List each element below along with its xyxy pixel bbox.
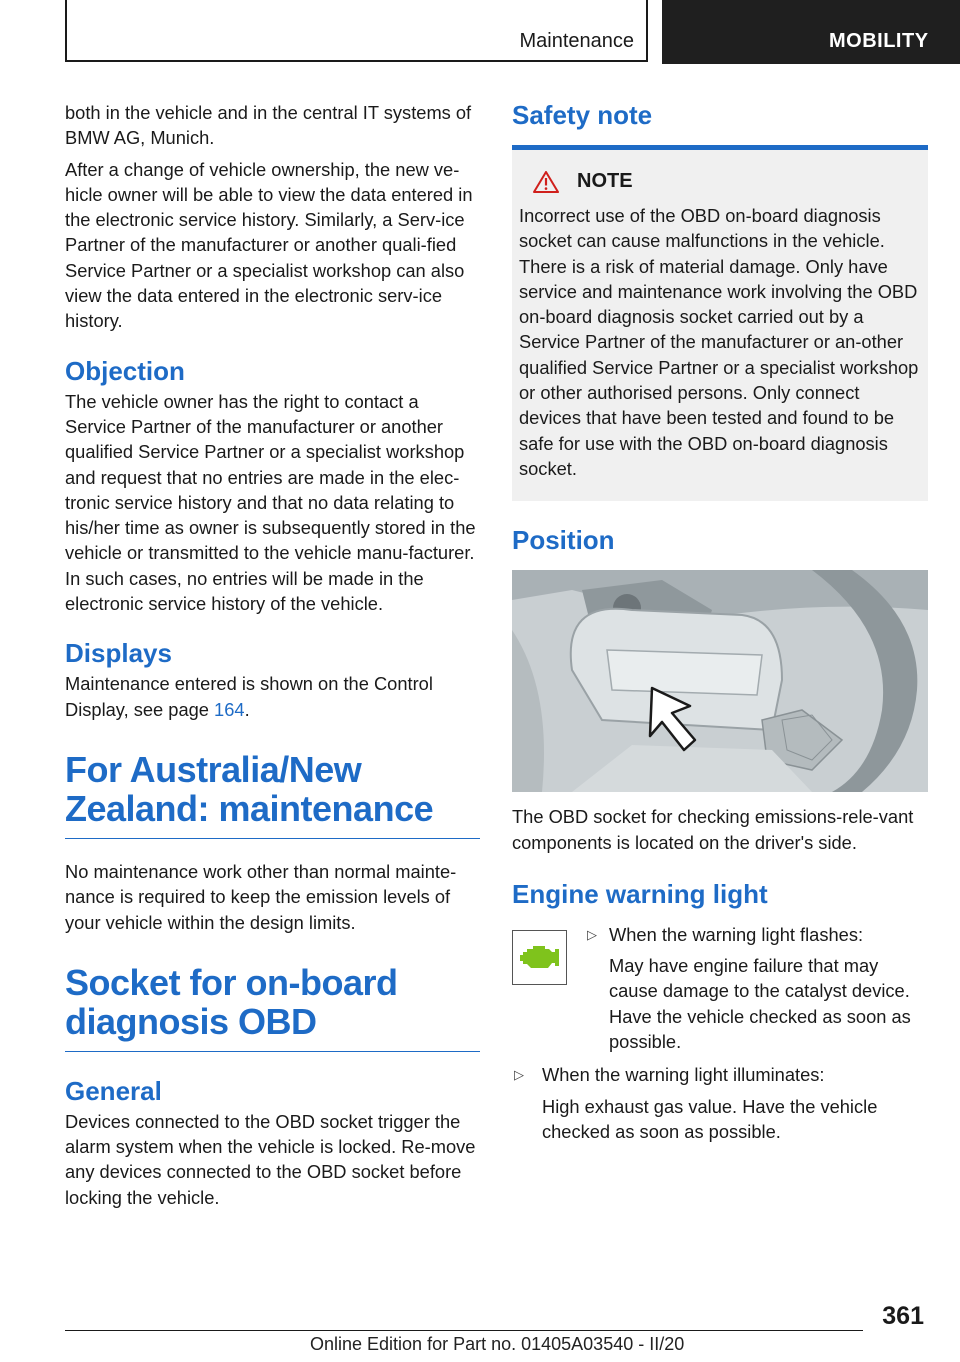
triangle-bullet-icon: ▷ (514, 1067, 524, 1083)
left-column (65, 100, 480, 1210)
general-text: Devices connected to the OBD socket trigger the alarm system when the vehicle is locked. Re-move any devices connected to the OBD socket before locking the vehicle. (65, 1110, 476, 1208)
page-link[interactable]: 164 (214, 698, 245, 720)
objection-heading: Objection (65, 355, 185, 386)
list-item-head: When the warning light illuminates: (542, 1064, 825, 1086)
obd-position-illustration (512, 570, 928, 792)
note-box (512, 145, 928, 501)
right-column (512, 100, 928, 1144)
page-number: 361 (882, 1302, 924, 1330)
footer-divider (65, 1330, 863, 1331)
section-title: Maintenance (519, 30, 634, 52)
list-item-text: High exhaust gas value. Have the vehicle checked as soon as possible. (542, 1095, 878, 1142)
engine-bullet-list (585, 922, 928, 1054)
page-header (0, 0, 960, 66)
list-item-head: When the warning light flashes: (609, 923, 864, 945)
list-item-body (609, 922, 928, 1054)
general-heading: General (65, 1075, 162, 1106)
list-item-body (536, 1062, 928, 1144)
note-header (519, 170, 920, 193)
safety-heading: Safety note (512, 100, 653, 130)
edition-footer: Online Edition for Part no. 01405A03540 - II/20 (310, 1334, 685, 1354)
objection-text: The vehicle owner has the right to contact a Service Partner of the manufacturer or another qualified Service Partner or a specialist workshop and request that no entries are made in the elec-tronic service history and that no data relating to his/her time as owner is subsequently stored in the vehicle or transmitted to the vehicle manu-facturer. In such cases, no entries will be made in the electronic service history of the vehicle. (65, 390, 476, 615)
engine-warning-icon (512, 930, 567, 985)
chapter-tab: MOBILITY (662, 0, 960, 64)
paragraph: both in the vehicle and in the central IT systems of BMW AG, Munich. (65, 102, 472, 149)
engine-warning-block (512, 922, 928, 1054)
list-item (512, 1062, 928, 1144)
displays-text-body: Maintenance entered is shown on the Control Display, see page (65, 673, 433, 720)
list-item-text: May have engine failure that may cause damage to the catalyst device. Have the vehicle checked as soon as possible. (609, 955, 911, 1053)
warning-triangle-icon (533, 171, 559, 193)
australia-text: No maintenance work other than normal mainte-nance is required to keep the emission levels of your vehicle within the design limits. (65, 860, 457, 933)
displays-text-end: . (244, 698, 250, 720)
note-label: NOTE (577, 170, 633, 192)
obd-heading: Socket for on-board diagnosis OBD (65, 963, 480, 1052)
position-heading: Position (512, 525, 615, 556)
paragraph: After a change of vehicle ownership, the new ve-hicle owner will be able to view the data entered in the electronic service history. Similarly, a Serv-ice Partner of the manufacturer or another quali-fied Service Partner or a specialist workshop can also view the data entered in the electronic serv-ice history. (65, 158, 473, 332)
triangle-bullet-icon: ▷ (587, 926, 597, 942)
list-item (585, 922, 928, 1054)
note-text: Incorrect use of the OBD on-board diagnosis socket can cause malfunctions in the vehicle. There is a risk of material damage. Only have service and maintenance work involving the OBD on-board diagnosis socket carried out by a Service Partner of the manufacturer or an-other qualified Service Partner or a specialist workshop or other authorised persons. Only connect devices that have been tested and found to be safe for use with the OBD on-board diagnosis socket. (519, 205, 919, 479)
displays-text (65, 671, 480, 722)
displays-heading: Displays (65, 638, 172, 669)
engine-warning-heading: Engine warning light (512, 878, 768, 909)
australia-heading: For Australia/New Zealand: maintenance (65, 750, 480, 839)
section-header-box (65, 0, 648, 62)
position-caption: The OBD socket for checking emissions-rele-vant components is located on the driver's side. (512, 806, 914, 853)
